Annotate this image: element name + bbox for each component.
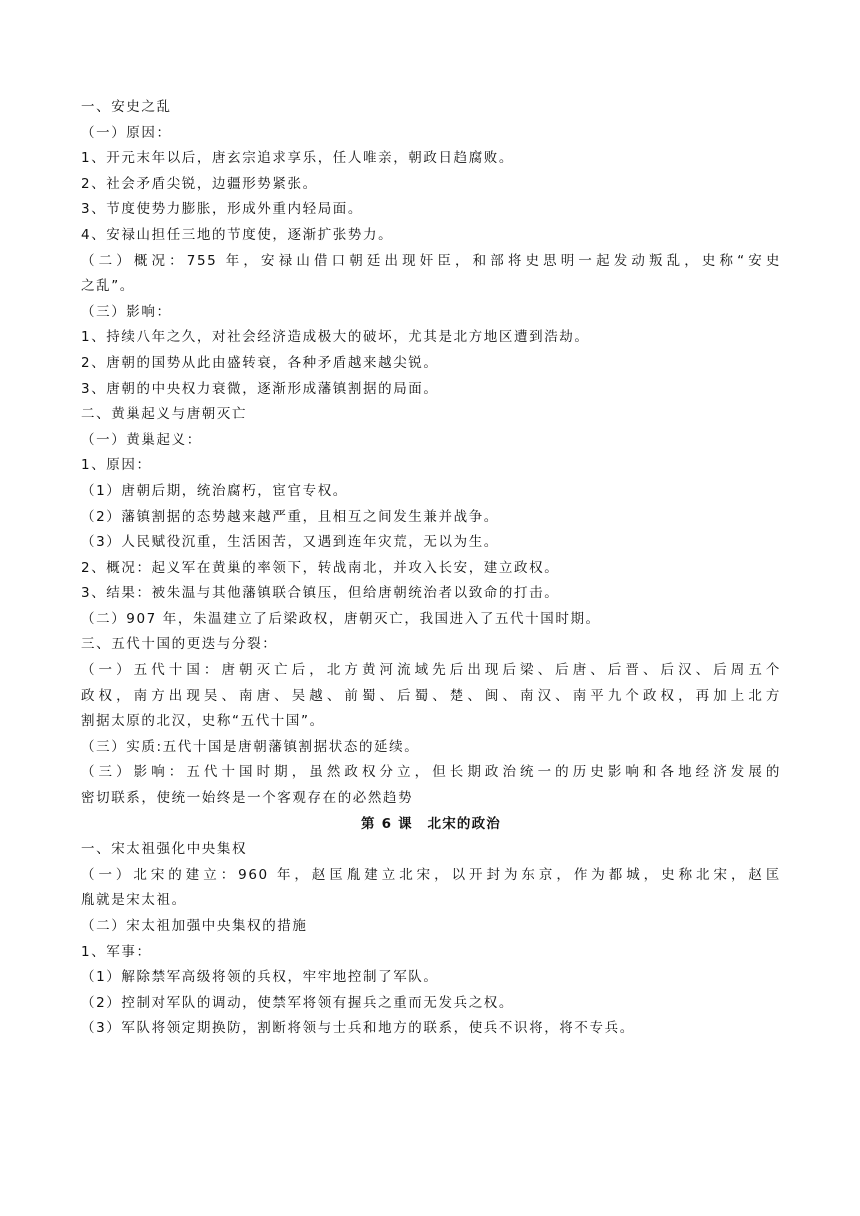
text-line: （1）唐朝后期，统治腐朽，宦官专权。: [81, 482, 348, 499]
text-line: 4、安禄山担任三地的节度使，逐渐扩张势力。: [81, 226, 394, 243]
text-line: （一）五代十国：唐朝灭亡后，北方黄河流域先后出现后梁、后唐、后晋、后汉、后周五个: [81, 662, 781, 679]
text-line: （二）概况：755 年，安禄山借口朝廷出现奸臣，和部将史思明一起发动叛乱，史称“安史: [81, 252, 781, 269]
text-line: 3、唐朝的中央权力衰微，逐渐形成藩镇割据的局面。: [81, 380, 439, 397]
subsection-heading: （三）影响：: [81, 303, 172, 320]
text-line: （二）907 年，朱温建立了后梁政权，唐朝灭亡，我国进入了五代十国时期。: [81, 610, 601, 627]
text-line: 政权，南方出现吴、南唐、吴越、前蜀、后蜀、楚、闽、南汉、南平九个政权，再加上北方: [81, 687, 781, 704]
subsection-heading: （二）宋太祖加强中央集权的措施: [81, 918, 308, 934]
text-line: （2）控制对军队的调动，使禁军将领有握兵之重而无发兵之权。: [81, 994, 514, 1011]
text-line: （一）北宋的建立：960 年，赵匡胤建立北宋，以开封为东京，作为都城，史称北宋，赵匡: [81, 866, 781, 883]
text-line: （2）藩镇割据的态势越来越严重，且相互之间发生兼并战争。: [81, 508, 499, 525]
text-line: 割据太原的北汉，史称“五代十国”。: [81, 713, 325, 730]
text-line: （三）影响：五代十国时期，虽然政权分立，但长期政治统一的历史影响和各地经济发展的: [81, 764, 781, 781]
section-heading: 一、宋太祖强化中央集权: [81, 841, 248, 858]
text-line: 1、持续八年之久，对社会经济造成极大的破坏，尤其是北方地区遭到浩劫。: [81, 329, 590, 346]
subsection-heading: （一）黄巢起义：: [81, 431, 202, 448]
text-line: （3）军队将领定期换防，割断将领与士兵和地方的联系，使兵不识将，将不专兵。: [81, 1020, 635, 1037]
text-line: 2、社会矛盾尖锐，边疆形势紧张。: [81, 175, 318, 192]
subsection-heading: （一）原因：: [81, 124, 172, 141]
text-line: （1）解除禁军高级将领的兵权，牢牢地控制了军队。: [81, 969, 439, 986]
text-line: 密切联系，使统一始终是一个客观存在的必然趋势: [81, 790, 414, 807]
text-line: （三）实质:五代十国是唐朝藩镇割据状态的延续。: [81, 738, 420, 755]
text-line: 2、唐朝的国势从此由盛转衰，各种矛盾越来越尖锐。: [81, 354, 439, 371]
text-line: 之乱”。: [81, 278, 135, 295]
text-line: （3）人民赋役沉重，生活困苦，又遇到连年灾荒，无以为生。: [81, 534, 499, 551]
section-heading: 一、安史之乱: [81, 99, 172, 115]
text-line: 胤就是宋太祖。: [81, 892, 187, 909]
text-line: 3、结果：被朱温与其他藩镇联合镇压，但给唐朝统治者以致命的打击。: [81, 585, 560, 602]
text-line: 1、开元末年以后，唐玄宗追求享乐，任人唯亲，朝政日趋腐败。: [81, 150, 514, 167]
section-heading: 三、五代十国的更迭与分裂：: [81, 636, 278, 653]
lesson-title: 第 6 课 北宋的政治: [361, 815, 501, 832]
text-line: 2、概况：起义军在黄巢的率领下，转战南北，并攻入长安，建立政权。: [81, 559, 560, 576]
text-line: 1、原因：: [81, 457, 152, 474]
text-line: 1、军事：: [81, 943, 152, 960]
section-heading: 二、黄巢起义与唐朝灭亡: [81, 406, 248, 423]
text-line: 3、节度使势力膨胀，形成外重内轻局面。: [81, 201, 363, 218]
document-page: [81, 95, 781, 1042]
